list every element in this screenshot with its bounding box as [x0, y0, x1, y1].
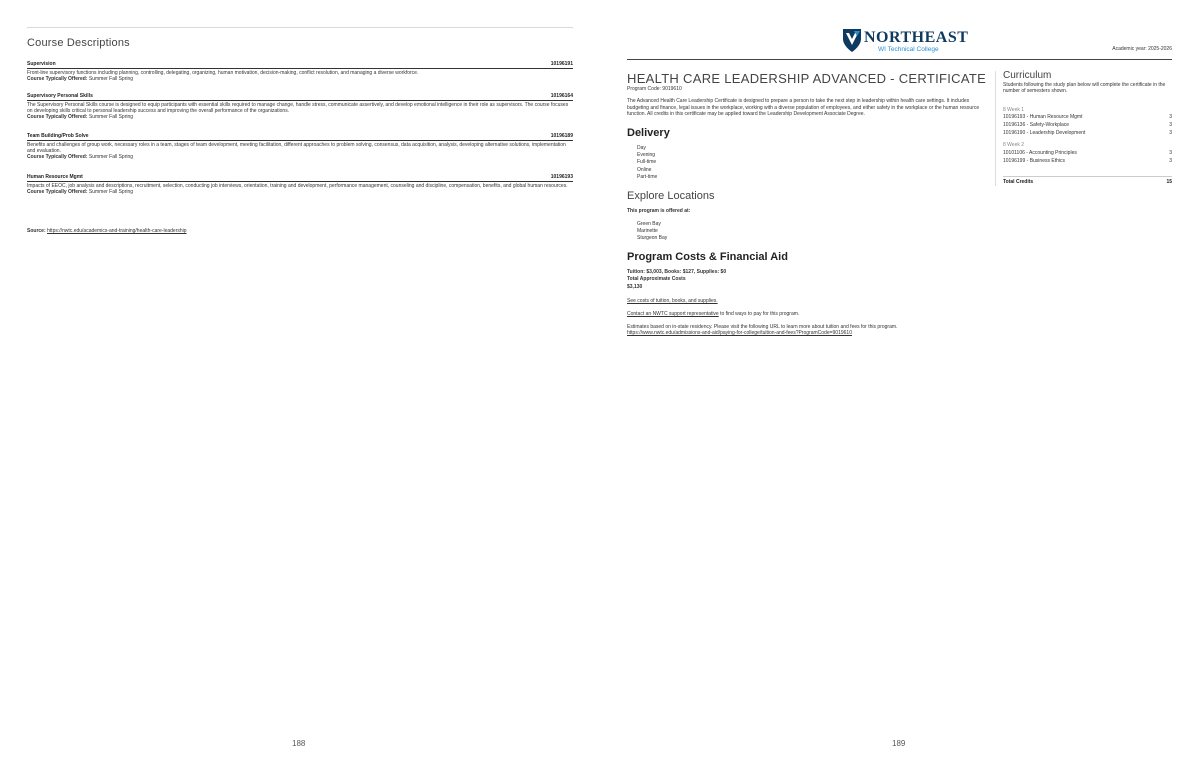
course-code: 10196191: [550, 61, 573, 67]
estimates-text: Estimates based on in-state residency. Please visit the following URL to learn more about tuition and fees for this program.: [627, 324, 898, 330]
academic-year: Academic year: 2025-2026: [1112, 46, 1172, 52]
course-block: [27, 93, 573, 121]
course-code: 10196164: [550, 93, 573, 99]
course-block: [27, 174, 573, 195]
course-description: Front-line supervisory functions including planning, controlling, delegating, organizing, human motivation, decision-making, conflict resolution, and managing a diverse workforce.: [27, 70, 419, 76]
page-number: 188: [292, 739, 306, 748]
course-name: Human Resource Mgmt: [27, 174, 83, 180]
curriculum-row: [1003, 150, 1172, 156]
page-number: 189: [892, 739, 906, 748]
tuition-url-link[interactable]: https://www.nwtc.edu/admissions-and-aid/paying-for-college/tuition-and-fees?ProgramCode=9019610: [627, 330, 852, 337]
curriculum-intro: Students following the study plan below will complete the certificate in the number of semesters shown.: [1003, 82, 1166, 95]
support-line: Contact an NWTC support representative to find ways to pay for this program.: [627, 311, 800, 317]
curriculum-credits: 3: [1169, 158, 1172, 164]
course-name: Supervisory Personal Skills: [27, 93, 93, 99]
course-description: The Supervisory Personal Skills course is designed to equip participants with essential skills required to manage change, handle stress, communicate assertively, and develop emotional intelligence in their role as supervisors. The course focuses on developing skills critical to personal leadership success and improving the overall performance of the organizations.: [27, 102, 569, 115]
curriculum-course: 10196190 - Leadership Development: [1003, 130, 1086, 136]
shield-logo-icon: [842, 27, 862, 53]
course-block: [27, 61, 573, 82]
course-description: Benefits and challenges of group work, necessary roles in a team, stages of team development, meeting facilitation, different approaches to problem solving, consensus, data acquisition, analysis, developing alternative solutions, implementation and evaluation.: [27, 142, 566, 155]
curriculum-credits: 3: [1169, 122, 1172, 128]
semester-label: 8 Week 1: [1003, 107, 1025, 113]
section-title: Course Descriptions: [27, 37, 130, 49]
curriculum-credits: 3: [1169, 114, 1172, 120]
course-offered: Course Typically Offered: Summer Fall Spring: [27, 189, 134, 196]
course-offered: Course Typically Offered: Summer Fall Spring: [27, 76, 134, 83]
locations-intro: This program is offered at:: [627, 208, 691, 214]
costs-heading: Program Costs & Financial Aid: [627, 251, 788, 263]
course-code: 10196193: [550, 174, 573, 180]
curriculum-course: 10196199 - Business Ethics: [1003, 158, 1065, 164]
curriculum-divider: [995, 71, 996, 186]
total-costs-label: Total Approximate Costs: [627, 276, 686, 282]
total-costs-value: $3,130: [627, 284, 643, 290]
source-line: Source: https://nwtc.edu/academics-and-training/health-care-leadership: [27, 228, 187, 234]
semester-label: 8 Week 2: [1003, 142, 1025, 148]
list-item: Online: [637, 166, 652, 173]
course-header: [27, 93, 573, 101]
total-credits-label: Total Credits: [1003, 179, 1034, 185]
locations-list: [637, 221, 667, 243]
header-divider: [627, 59, 1172, 60]
list-item: Evening: [637, 152, 656, 159]
costs-line: Tuition: $3,003, Books: $127, Supplies: $0: [627, 269, 727, 275]
logo-subtitle: WI Technical College: [878, 46, 939, 53]
curriculum-credits: 3: [1169, 130, 1172, 136]
course-offered: Course Typically Offered: Summer Fall Spring: [27, 114, 134, 121]
course-header: [27, 174, 573, 182]
course-header: [27, 61, 573, 69]
source-link[interactable]: https://nwtc.edu/academics-and-training/health-care-leadership: [47, 228, 187, 234]
program-title: HEALTH CARE LEADERSHIP ADVANCED - CERTIFICATE: [627, 71, 987, 86]
program-intro: The Advanced Health Care Leadership Certificate is designed to prepare a person to take the next step in leadership within health care settings. It includes budgeting and finance, legal issues in the workplace, working with a diverse population of employees, and either safety in the workplace or the human resource function. All credits in this certificate may be applied toward the Leadership Development Associate Degree.: [627, 98, 980, 118]
program-code: Program Code: 9019610: [627, 86, 682, 92]
right-page: [600, 0, 1200, 776]
estimates-block: [627, 324, 1007, 337]
course-name: Supervision: [27, 61, 56, 67]
list-item: Marinette: [637, 228, 658, 235]
curriculum-row: [1003, 158, 1172, 164]
college-logo: [842, 27, 969, 55]
costs-link[interactable]: See costs of tuition, books, and supplies.: [627, 298, 718, 304]
course-name: Team Building/Prob Solve: [27, 133, 89, 139]
list-item: Day: [637, 145, 646, 151]
curriculum-row: [1003, 122, 1172, 128]
course-code: 10196189: [550, 133, 573, 139]
locations-heading: Explore Locations: [627, 190, 715, 202]
curriculum-course: 10196193 - Human Resource Mgmt: [1003, 114, 1083, 120]
curriculum-row: [1003, 114, 1172, 120]
logo-name: NORTHEAST: [864, 29, 969, 46]
costs-link-line: [627, 298, 718, 304]
course-header: [27, 133, 573, 141]
curriculum-title: Curriculum: [1003, 70, 1052, 81]
delivery-list: [637, 145, 657, 181]
course-offered: Course Typically Offered: Summer Fall Spring: [27, 154, 134, 161]
support-link[interactable]: Contact an NWTC support representative: [627, 311, 719, 317]
course-block: [27, 133, 573, 161]
curriculum-row: [1003, 130, 1172, 136]
delivery-heading: Delivery: [627, 127, 670, 139]
list-item: Green Bay: [637, 221, 661, 227]
total-credits-value: 15: [1166, 179, 1172, 185]
list-item: Part-time: [637, 173, 658, 180]
list-item: Full-time: [637, 159, 657, 166]
curriculum-course: 10101106 - Accounting Principles: [1003, 150, 1077, 156]
total-credits-row: [1003, 176, 1172, 185]
list-item: Sturgeon Bay: [637, 235, 668, 242]
curriculum-course: 10196136 - Safety-Workplace: [1003, 122, 1070, 128]
course-description: Impacts of EEOC, job analysis and descriptions, recruitment, selection, conducting job interviews, orientation, training and development, performance management, counseling and discipline, compensation, benefits, and global human resources.: [27, 183, 568, 189]
curriculum-credits: 3: [1169, 150, 1172, 156]
top-divider: [27, 27, 573, 28]
